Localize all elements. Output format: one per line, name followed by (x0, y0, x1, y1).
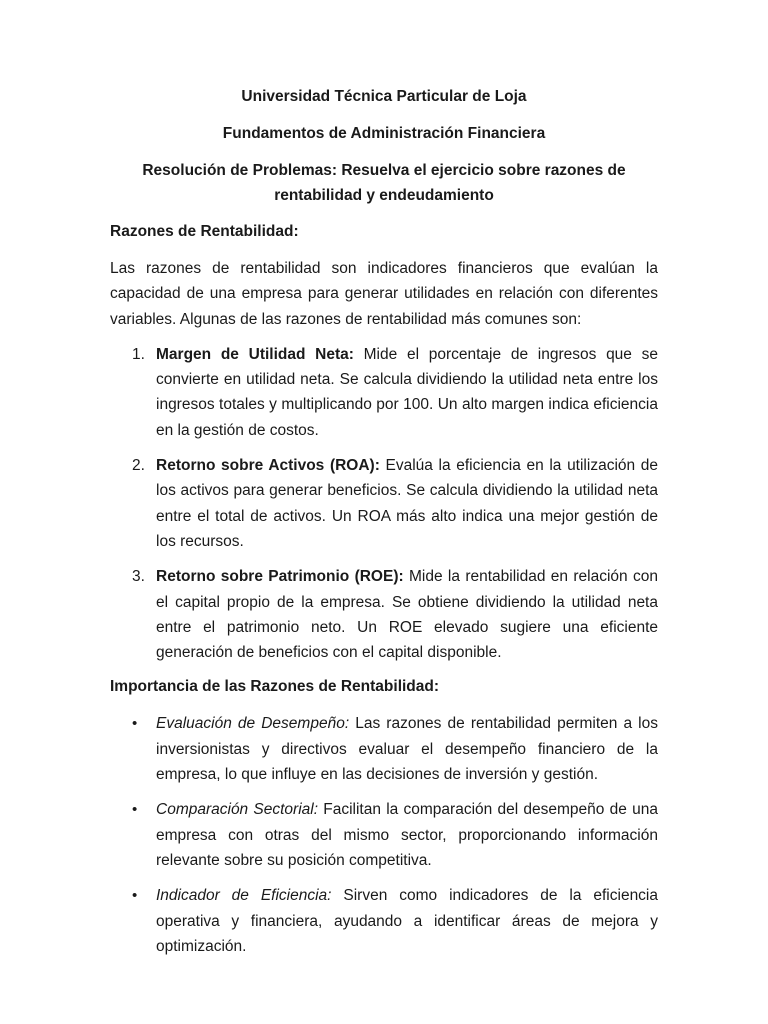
bullet-icon: • (132, 715, 138, 733)
list-item-term: Comparación Sectorial: (156, 801, 319, 819)
list-item (110, 564, 658, 665)
document-page (110, 84, 658, 969)
assignment-title-line2: rentabilidad y endeudamiento (274, 187, 494, 204)
bullet-icon: • (132, 887, 138, 905)
assignment-title-line1: Resolución de Problemas: Resuelva el ejercicio sobre razones de (142, 162, 626, 179)
list-item-term: Retorno sobre Activos (ROA): (156, 457, 380, 475)
list-item-text: Sirven como indicadores de la eficiencia operativa y financiera, ayudando a identificar áreas de mejora y optimización. (156, 887, 658, 955)
list-item-text: Evalúa la eficiencia en la utilización de los activos para generar beneficios. Se calcula dividiendo la utilidad neta entre el total de activos. Un ROA más alto indica una mejor gestión de los recursos. (156, 457, 658, 550)
list-item-term: Margen de Utilidad Neta: (156, 345, 354, 363)
list-item (110, 342, 658, 443)
list-item-text: Facilitan la comparación del desempeño de una empresa con otras del mismo sector, proporcionando información relevante sobre su posición competitiva. (156, 801, 658, 869)
list-item-term: Retorno sobre Patrimonio (ROE): (156, 568, 404, 586)
ratios-numbered-list (110, 342, 658, 666)
list-item-text: Mide el porcentaje de ingresos que se convierte en utilidad neta. Se calcula dividiendo la utilidad neta entre los ingresos totales y multiplicando por 100. Un alto margen indica eficiencia en la gestión de costos. (156, 345, 659, 439)
importance-bullet-list (110, 711, 658, 959)
assignment-title (110, 158, 658, 208)
list-item-term: Evaluación de Desempeño: (156, 715, 350, 733)
section-heading-importancia: Importancia de las Razones de Rentabilidad: (110, 678, 440, 696)
section-intro-paragraph: Las razones de rentabilidad son indicadores financieros que evalúan la capacidad de una empresa para generar utilidades en relación con diferentes variables. Algunas de las razones de rentabilidad más comunes son: (110, 260, 658, 328)
list-item-term: Indicador de Eficiencia: (156, 887, 332, 905)
list-number: 3. (132, 568, 145, 586)
list-item (110, 797, 658, 873)
list-item-text: Mide la rentabilidad en relación con el capital propio de la empresa. Se obtiene dividiendo la utilidad neta entre el patrimonio neto. Un ROE elevado sugiere una eficiente generación de beneficios con el capital disponible. (156, 568, 658, 662)
university-title: Universidad Técnica Particular de Loja (241, 88, 527, 105)
course-title: Fundamentos de Administración Financiera (222, 125, 546, 142)
section-heading-rentabilidad: Razones de Rentabilidad: (110, 223, 299, 240)
list-number: 1. (132, 345, 145, 363)
bullet-icon: • (132, 801, 138, 819)
list-item (110, 711, 658, 787)
list-item (110, 453, 658, 554)
list-item (110, 883, 658, 959)
list-item-text: Las razones de rentabilidad permiten a los inversionistas y directivos evaluar el desempeño financiero de la empresa, lo que influye en las decisiones de inversión y gestión. (156, 715, 658, 784)
list-number: 2. (132, 457, 145, 475)
